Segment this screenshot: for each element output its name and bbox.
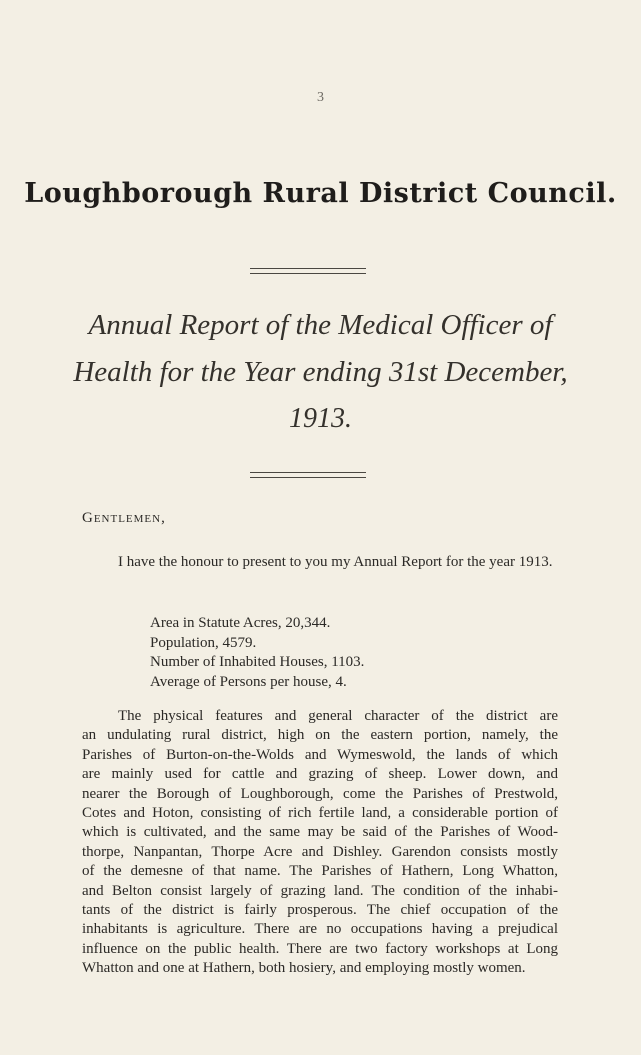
stat-area: Area in Statute Acres, 20,344. xyxy=(150,615,331,631)
paragraph-line: inhabitants is agriculture. There are no occupations having a prejudical xyxy=(82,921,558,938)
page-number: 3 xyxy=(317,90,324,105)
report-title-year: 1913. xyxy=(289,403,352,434)
paragraph-line: The physical features and general character of the district are xyxy=(118,708,558,724)
paragraph-line: are mainly used for cattle and grazing of sheep. Lower down, and xyxy=(82,766,558,783)
paragraph-line: Parishes of Burton-on-the-Wolds and Wymeswold, the lands of which xyxy=(82,746,558,763)
paragraph-line: Whatton and one at Hathern, both hosiery, and employing mostly women. xyxy=(82,960,526,977)
intro-paragraph: I have the honour to present to you my Annual Report for the year 1913. xyxy=(118,554,553,570)
paragraph-line: Cotes and Hoton, consisting of rich fertile land, a considerable portion of xyxy=(82,805,558,822)
paragraph-line: and Belton consist largely of grazing land. The condition of the inhabi- xyxy=(82,882,558,899)
paragraph-line: thorpe, Nanpantan, Thorpe Acre and Dishley. Garendon consists mostly xyxy=(82,843,558,860)
paragraph-line: which is cultivated, and the same may be said of the Parishes of Wood- xyxy=(82,824,558,841)
paragraph-line: nearer the Borough of Loughborough, come the Parishes of Prestwold, xyxy=(82,785,558,802)
double-rule-divider xyxy=(250,268,366,274)
report-title-line-1: Annual Report of the Medical Officer of xyxy=(88,309,553,341)
salutation: Gentlemen, xyxy=(82,510,166,526)
district-description-paragraph xyxy=(82,707,558,979)
paragraph-line: tants of the district is fairly prosperous. The chief occupation of the xyxy=(82,902,558,919)
stat-population: Population, 4579. xyxy=(150,634,257,651)
stat-persons-per-house: Average of Persons per house, 4. xyxy=(150,673,347,690)
double-rule-divider xyxy=(250,472,366,478)
stat-inhabited-houses: Number of Inhabited Houses, 1103. xyxy=(150,654,365,670)
paragraph-line: influence on the public health. There are two factory workshops at Long xyxy=(82,940,558,957)
council-title: Loughborough Rural District Council. xyxy=(24,178,617,209)
district-statistics xyxy=(150,614,364,692)
report-title-line-2: Health for the Year ending 31st December, xyxy=(73,356,568,388)
paragraph-line: an undulating rural district, high on the eastern portion, namely, the xyxy=(82,727,558,744)
paragraph-line: of the demesne of that name. The Parishes of Hathern, Long Whatton, xyxy=(82,863,558,880)
